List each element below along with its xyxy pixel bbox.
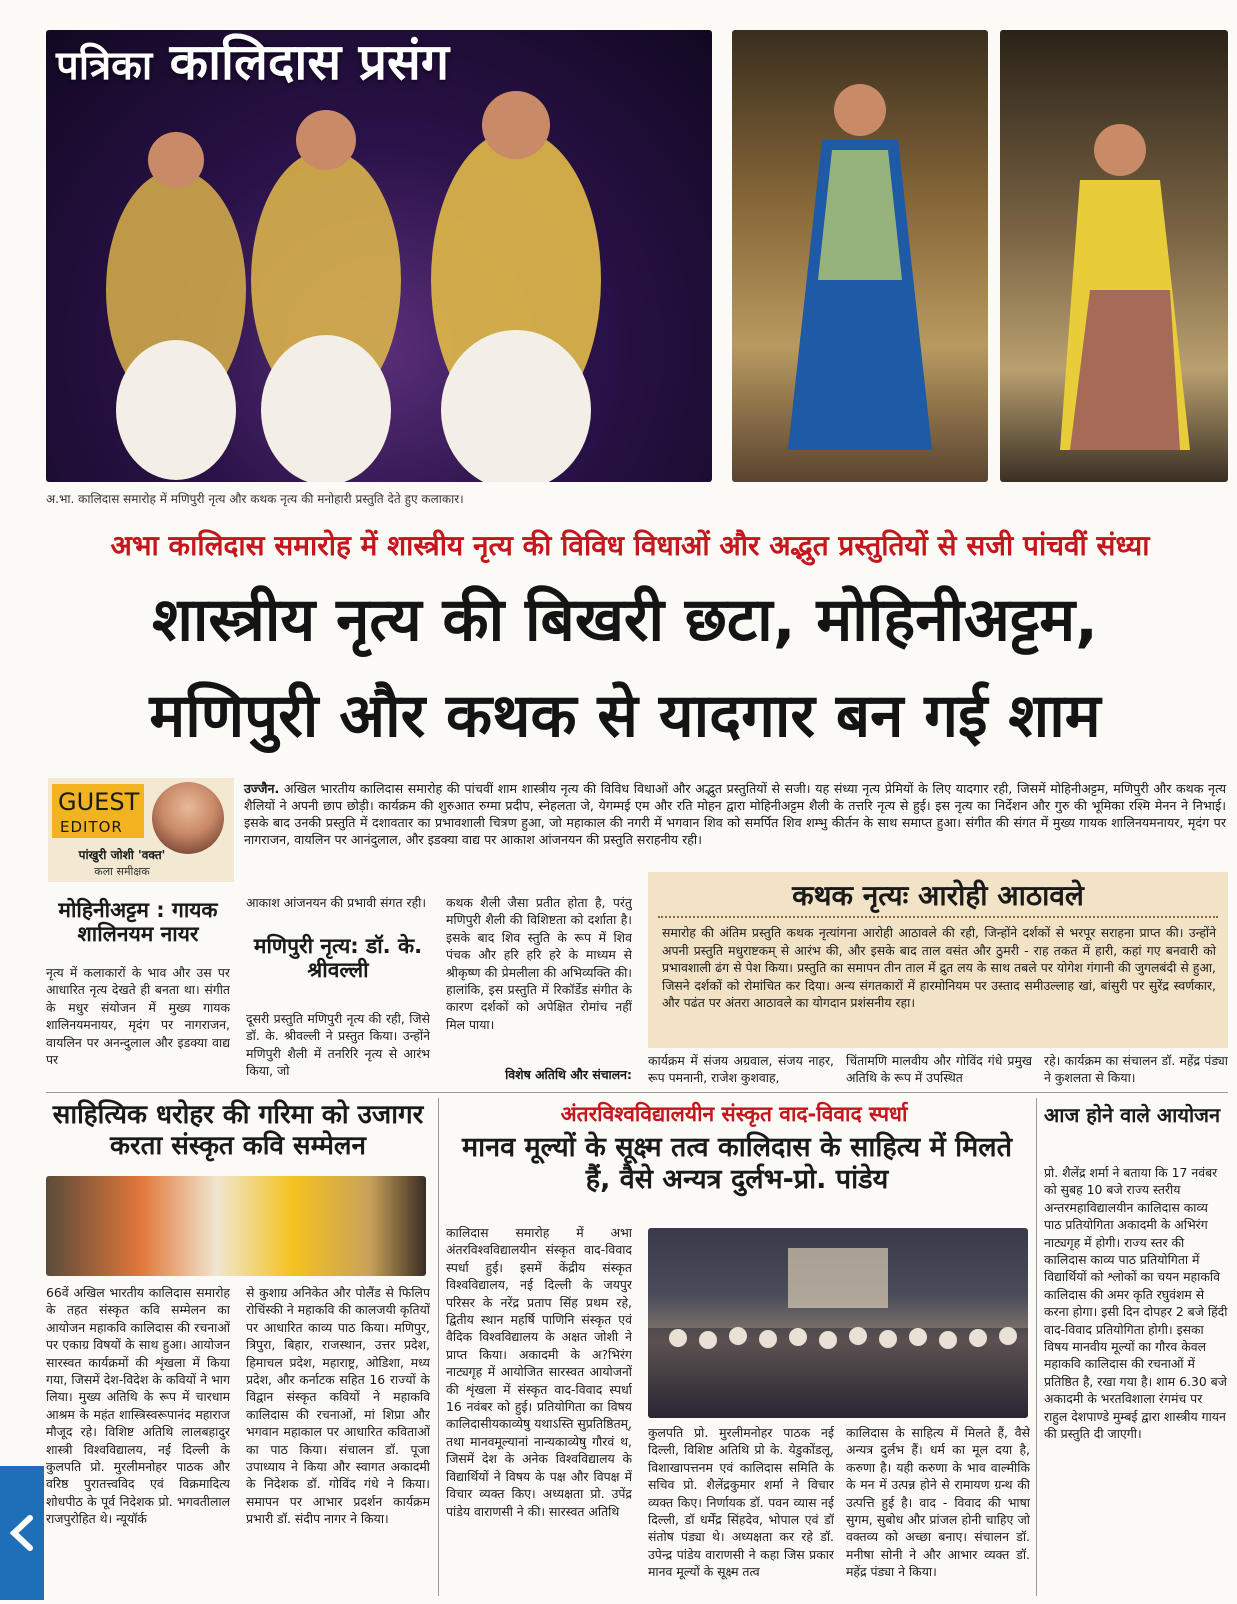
kavi-col-1: 66वें अखिल भारतीय कालिदास समारोह के तहत संस्कृत कवि सम्मेलन का आयोजन महाकवि कालिदास की रचनाओं पर एकाग्र विषयों के साथ हुआ। आयोजन सारस्वत कार्यक्रमों की शृंखला में किया गया, जिसमें देश-विदेश के कवियों ने भाग लिया। मुख्य अतिथि के रूप में चारधाम आश्रम के महंत शास्त्रिस्वरूपानंद महाराज मौजूद रहे। विशिष्ट अतिथि लालबहादुर शास्त्री विश्वविद्यालय, नई दिल्ली के कुलपति प्रो. मुरलीमनोहर पाठक और वरिष्ठ पुरातत्त्वविद एवं विक्रमादित्य शोधपीठ के पूर्व निदेशक प्रो. भगवतीलाल राजपुरोहित थे। न्यूयॉर्क: [46, 1285, 230, 1527]
kicker: अभा कालिदास समारोह में शास्त्रीय नृत्य की विविध विधाओं और अद्भुत प्रस्तुतियों से सजी पांचवीं संध्या: [110, 529, 1150, 562]
column-divider-right: [1036, 1098, 1037, 1596]
group-photo-illustration: [648, 1228, 1028, 1418]
photo-kathak-dancer-2: [1000, 30, 1228, 482]
guest-editor-box: [48, 778, 234, 882]
debate-col-2: कुलपति प्रो. मुरलीमनोहर पाठक नई दिल्ली, विशिष्ट अतिथि प्रो के. येडुकोंडलू, विशाखापत्तनम एवं कालिदास समिति के सचिव प्रो. शैलेंद्रकुमार शर्मा ने विचार व्यक्त किए। निर्णायक डॉ. पवन व्यास नई दिल्ली, डॉ धर्मेंद्र सिंहदेव, भोपाल एवं डॉ संतोष पंड्या थे। अध्यक्षता कर रहे डॉ. उपेन्द्र पांडेय वाराणसी ने कहा जिस प्रकार मानव मूल्यों के सूक्ष्म तत्व: [648, 1425, 834, 1580]
debate-col-3: कालिदास के साहित्य में मिलते हैं, वैसे अन्यत्र दुर्लभ हैं। धर्म का मूल दया है, करुणा है। यही करुणा के भाव वाल्मीकि के मन में उत्पन्न होने से रामायण ग्रन्थ की उत्पत्ति हुई है। वाद - विवाद की भाषा सुगम, सुबोध और प्रांजल होनी चाहिए जो वक्तव्य को अच्छा बनाए। संचालन डॉ. मनीषा सोनी ने और आभार व्यक्त डॉ. महेंद्र पंड्या ने किया।: [846, 1425, 1030, 1580]
mohiniattam-text: नृत्य में कलाकारों के भाव और उस पर आधारित नृत्य देखते ही बनता था। संगीत के मधुर संयोजन में मुख्य गायक शालिनयमनायर, मृदंग पर नागराजन, वायलिन पर अनन्दुलाल और इडक्या वाद्य पर: [46, 965, 230, 1068]
photo-debate-group: [648, 1228, 1028, 1418]
today-events-text: प्रो. शैलेंद्र शर्मा ने बताया कि 17 नवंबर को सुबह 10 बजे राज्य स्तरीय अन्तरमहाविद्यालयीन कालिदास काव्य पाठ प्रतियोगिता अकादमी के अभिरंग नाट्यगृह में होगी। राज्य स्तर की कालिदास काव्य पाठ प्रतियोगिता में विद्यार्थियों को श्लोकों का चयन महाकवि कालिदास की अमर कृति रघुवंशम से करना होगा। इसी दिन दोपहर 2 बजे हिंदी वाद-विवाद प्रतियोगिता होगी। इसका विषय मानवीय मूल्यों का गौरव केवल महाकवि कालिदास की रचनाओं में प्रतिष्ठित है, रखा गया है। शाम 6.30 बजे अकादमी के भरतविशाला रंगमंच पर राहुल देशपाण्डे मुम्बई द्वारा शास्त्रीय गायन की प्रस्तुति दी जाएगी।: [1044, 1165, 1228, 1442]
avatar: [152, 782, 224, 854]
kathak-text: समारोह की अंतिम प्रस्तुति कथक नृत्यांगना आरोही आठावले की रही, जिन्होंने दर्शकों से भरपूर सराहना प्राप्त की। उन्होंने अपनी प्रस्तुति मधुराष्टकम् से आरंभ की, और इसके बाद ताल वसंत और ठुमरी - राह तकत में हारी, कहां गए बनवारी को प्रभावशाली ढंग से पेश किया। प्रस्तुति का समापन तीन ताल में द्रुत लय के साथ तबले पर योगेश गंगानी की जुगलबंदी से हुआ, जिसने दर्शकों को रोमांचित कर दिया। अन्य संगतकारों में हारमोनियम पर उस्ताद समीउल्लाह खां, बांसुरी पर सुरेंद्र स्वर्णकार, और पढंत पर अंतरा आठावले का योगदान प्रशंसनीय रहा।: [662, 925, 1216, 1011]
chevron-left-icon: [0, 1466, 44, 1600]
guest-label: GUEST: [58, 788, 140, 816]
section-heading-today-events: आज होने वाले आयोजन: [1044, 1103, 1221, 1127]
headline-line-1: शास्त्रीय नृत्य की बिखरी छटा, मोहिनीअट्टम,: [152, 585, 1098, 655]
editor-label: EDITOR: [60, 818, 123, 836]
debate-kicker: अंतरविश्वविद्यालयीन संस्कृत वाद-विवाद स्पर्धा: [560, 1102, 908, 1126]
intro-text: अखिल भारतीय कालिदास समारोह की पांचवीं शाम शास्त्रीय नृत्य की विविध विधाओं और अद्भुत प्रस्तुतियों से सजी। यह संध्या नृत्य प्रेमियों के लिए यादगार रही, जिसमें मोहिनीअट्टम, मणिपुरी और कथक नृत्य शैलियों ने अपनी छाप छोड़ी। कार्यक्रम की शुरुआत रुग्मा प्रदीप, स्नेहलता जे, येगम्मई एम और रति मोहन द्वारा मोहिनीअट्टम शैली के तत्तरि नृत्य से हुई। इस नृत्य का निर्देशन और गुरु की भूमिका रश्मि मेनन ने निभाई। इसके बाद उनकी प्रस्तुति में दशावतार का प्रभावशाली चित्रण हुआ, जो महाकाल की नगरी में भगवान शिव को समर्पित शिव शम्भु कीर्तन के साथ समाप्त हुआ। संगीत की संगत में मुख्य गायक शालिनयमनायर, मृदंग पर नागराजन, वायलिन पर आनंदुलाल, और इडक्या वाद्य पर आकाश आंजनयन की प्रस्तुति सराहनीय रही।: [244, 781, 1226, 847]
dateline: उज्जैन.: [244, 781, 280, 796]
manipuri-text: दूसरी प्रस्तुति मणिपुरी नृत्य की रही, जिसे डॉ. के. श्रीवल्ली ने प्रस्तुत किया। उन्होंने मणिपुरी शैली में तनरिरि नृत्य से आरंभ किया, जो: [246, 1011, 430, 1079]
masthead-big: कालिदास प्रसंग: [169, 33, 449, 91]
guests-col-3: रहे। कार्यक्रम का संचालन डॉ. महेंद्र पंड्या ने कुशलता से किया।: [1044, 1053, 1228, 1086]
debate-col-1: कालिदास समारोह में अभा अंतरविश्वविद्यालयीन संस्कृत वाद-विवाद स्पर्धा हुई। इसमें केंद्रीय संस्कृत विश्वविद्यालय, नई दिल्ली के जयपुर परिसर के नरेंद्र प्रताप सिंह प्रथम रहे, द्वितीय स्थान महर्षि पाणिनि संस्कृत एवं वैदिक विश्वविद्यालय के अक्षत जोशी ने प्राप्त किया। अकादमी के अ?भिरंग नाट्यगृह में आयोजित सारस्वत आयोजनों की शृंखला में संस्कृत वाद-विवाद स्पर्धा 16 नवंबर को हुई। प्रतियोगिता का विषय कालिदासीयकाव्येषु यथाऽस्ति सुप्रतिष्ठितम्, तथा मानवमूल्यानां नान्यकाव्येषु गौरवं थ, जिसमें देश के अनेक विश्वविद्यालय के विद्यार्थियों ने विषय के पक्ष और विपक्ष में विचार व्यक्त किए। अध्यक्षता प्रो. उपेंद्र पांडेय वाराणसी ने की। सारस्वत अतिथि: [446, 1225, 632, 1519]
divider: [658, 916, 1218, 918]
kathak-dancer-illustration: [732, 30, 988, 482]
col3-text: कथक शैली जैसा प्रतीत होता है, परंतु मणिपुरी शैली की विशिष्टता को दर्शाता है। इसके बाद शिव स्तुति के रूप में शिव पंचक और हरि हरि हरे के माध्यम से श्रीकृष्ण की प्रेमलीला की अभिव्यक्ति की। हालांकि, इस प्रस्तुति में रिकॉर्डेड संगीत के कारण दर्शकों को अपेक्षित रोमांच नहीं मिल पाया।: [446, 895, 632, 1032]
photo-kathak-dancer-1: [732, 30, 988, 482]
photo-caption: अ.भा. कालिदास समारोह में मणिपुरी नृत्य और कथक नृत्य की मनोहारी प्रस्तुति देते हुए कलाकार।: [46, 492, 464, 506]
section-divider: [46, 1092, 1228, 1093]
column-divider: [438, 1098, 439, 1596]
intro-paragraph: [244, 780, 1226, 848]
col2-top-text: आकाश आंजनयन की प्रभावी संगत रही।: [246, 895, 427, 910]
section-heading-manipuri: मणिपुरी नृत्य: डॉ. के. श्रीवल्ली: [253, 934, 423, 983]
kavi-col-2: से कुशाग्र अनिकेत और पोलैंड से फिलिप रोचिंस्की ने महाकवि की कालजयी कृतियों पर आधारित काव्य पाठ किया। मणिपुर, त्रिपुरा, बिहार, राजस्थान, उत्तर प्रदेश, हिमाचल प्रदेश, महाराष्ट्र, ओडिशा, मध्य प्रदेश, और कर्नाटक सहित 16 राज्यों के विद्वान संस्कृत कवियों ने महाकवि कालिदास की रचनाओं, मां शिप्रा और भगवान महाकाल पर आधारित कविताओं का पाठ किया। संचालन डॉ. पूजा उपाध्याय ने किया और स्वागत अकादमी के निदेशक डॉ. गोविंद गंधे ने किया। समापन पर आभार प्रदर्शन कार्यक्रम प्रभारी डॉ. संदीप नागर ने किया।: [246, 1285, 430, 1527]
kathak-heading: कथक नृत्यः आरोही आठावले: [792, 879, 1084, 912]
previous-page-button[interactable]: [0, 1466, 44, 1600]
guest-editor-name: पांखुरी जोशी 'वक्त': [78, 848, 166, 862]
dancers-illustration: [46, 30, 712, 482]
guests-col-2: चिंतामणि मालवीय और गोविंद गंधे प्रमुख अतिथि के रूप में उपस्थित: [846, 1053, 1032, 1086]
kathak-box: [648, 872, 1228, 1048]
masthead: [56, 26, 449, 94]
photo-manipuri-dancers: [46, 30, 712, 482]
kathak-dancer-2-illustration: [1000, 30, 1228, 482]
guest-editor-role: कला समीक्षक: [94, 865, 150, 878]
special-guest-subhead: विशेष अतिथि और संचालन:: [505, 1067, 632, 1082]
masthead-small: पत्रिका: [56, 43, 153, 89]
section-heading-kavi-sammelan: साहित्यिक धरोहर की गरिमा को उजागर करता संस्कृत कवि सम्मेलन: [52, 1100, 424, 1162]
section-heading-mohiniattam: मोहिनीअट्टम : गायक शालिनयम नायर: [58, 898, 218, 947]
guest-editor-tag: [52, 784, 144, 838]
guests-col-1: कार्यक्रम में संजय अग्रवाल, संजय नाहर, रूप पमनानी, राजेश कुशवाह,: [648, 1053, 834, 1086]
section-heading-debate: मानव मूल्यों के सूक्ष्म तत्व कालिदास के साहित्य में मिलते हैं, वैसे अन्यत्र दुर्लभ-प्रो. पांडेय: [462, 1132, 1012, 1196]
headline-line-2: मणिपुरी और कथक से यादगार बन गई शाम: [149, 681, 1101, 751]
photo-kavi-sammelan: [46, 1176, 426, 1276]
